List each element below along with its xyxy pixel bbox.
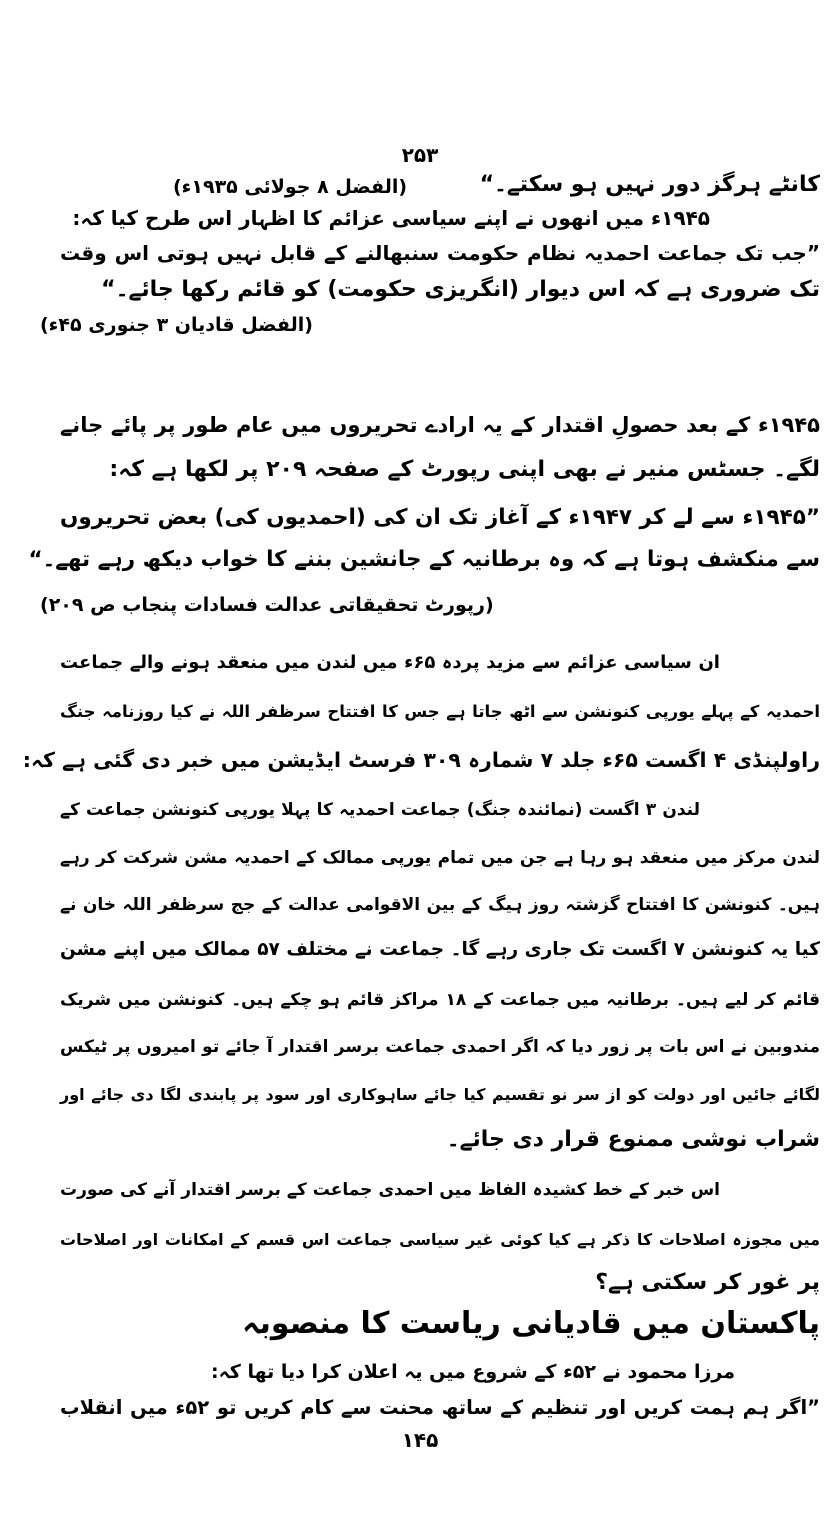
- paragraph-line: مرزا محمود نے ۵۲ء کے شروع میں یہ اعلان کرا دیا تھا کہ:: [211, 1361, 735, 1383]
- quote-line: ”اگر ہم ہمت کریں اور تنظیم کے ساتھ محنت سے کام کریں تو ۵۲ء میں انقلاب: [60, 1396, 820, 1419]
- news-line: لگائے جائیں اور دولت کو از سر نو تقسیم کیا جائے ساہوکاری اور سود پر پابندی لگا دی جائے اور: [60, 1085, 820, 1104]
- paragraph-line: ۱۹۴۵ء میں انھوں نے اپنے سیاسی عزائم کا اظہار اس طرح کیا کہ:: [72, 206, 710, 230]
- page-number-bottom: ۱۴۵: [401, 1428, 439, 1452]
- paragraph-line: پر غور کر سکتی ہے؟: [595, 1270, 820, 1295]
- news-line: کیا یہ کنونشن ۷ اگست تک جاری رہے گا۔ جماعت نے مختلف ۵۷ ممالک میں اپنے مشن: [60, 939, 820, 960]
- news-line: مندوبین نے اس بات پر زور دیا کہ اگر احمدی جماعت برسر اقتدار آ جائے تو امیروں پر ٹیکس: [60, 1037, 820, 1057]
- citation: (رپورٹ تحقیقاتی عدالت فسادات پنجاب ص ۲۰۹): [40, 594, 494, 616]
- news-line: قائم کر لیے ہیں۔ برطانیہ میں جماعت کے ۱۸ مراکز قائم ہو چکے ہیں۔ کنونشن میں شریک: [60, 990, 821, 1010]
- quote-line: ”جب تک جماعت احمدیہ نظام حکومت سنبھالنے کے قابل نہیں ہوتی اس وقت: [60, 241, 820, 265]
- paragraph-line: ان سیاسی عزائم سے مزید پردہ ۶۵ء میں لندن میں منعقد ہونے والے جماعت: [60, 652, 720, 673]
- news-line: لندن مرکز میں منعقد ہو رہا ہے جن میں تمام یورپی ممالک کے احمدیہ مشن شرکت کر رہے: [60, 848, 820, 868]
- paragraph-line: راولپنڈی ۴ اگست ۶۵ء جلد ۷ شمارہ ۳۰۹ فرسٹ ایڈیشن میں خبر دی گئی ہے کہ:: [22, 748, 820, 772]
- citation: (الفضل قادیان ۳ جنوری ۴۵ء): [40, 314, 313, 336]
- quote-line: سے منکشف ہوتا ہے کہ وہ برطانیہ کے جانشین بننے کا خواب دیکھ رہے تھے۔“: [28, 547, 820, 572]
- quote-end-line: کانٹے ہرگز دور نہیں ہو سکتے۔“: [479, 172, 820, 197]
- paragraph-line: لگے۔ جسٹس منیر نے بھی اپنی رپورٹ کے صفحہ ۲۰۹ پر لکھا ہے کہ:: [109, 457, 820, 482]
- news-line: لندن ۳ اگست (نمائندہ جنگ) جماعت احمدیہ کا پہلا یورپی کنونشن جماعت کے: [60, 800, 700, 820]
- news-line: ہیں۔ کنونشن کا افتتاح گزشتہ روز ہیگ کے بین الاقوامی عدالت کے جج سرظفر اللہ خان نے: [60, 895, 820, 915]
- paragraph-line: اس خبر کے خط کشیدہ الفاظ میں احمدی جماعت کے برسر اقتدار آنے کی صورت: [60, 1180, 720, 1200]
- paragraph-line: احمدیہ کے پہلے یورپی کنونشن سے اٹھ جاتا ہے جس کا افتتاح سرظفر اللہ نے کیا روزنامہ جنگ: [60, 702, 820, 721]
- quote-line: ”۱۹۴۵ء سے لے کر ۱۹۴۷ء کے آغاز تک ان کی (احمدیوں کی) بعض تحریروں: [60, 505, 820, 530]
- quote-line: تک ضروری ہے کہ اس دیوار (انگریزی حکومت) کو قائم رکھا جائے۔“: [101, 277, 820, 302]
- paragraph-line: ۱۹۴۵ء کے بعد حصولِ اقتدار کے یہ ارادے تحریروں میں عام طور پر پائے جانے: [60, 413, 820, 437]
- citation: (الفضل ۸ جولائی ۱۹۳۵ء): [172, 176, 408, 198]
- news-line: شراب نوشی ممنوع قرار دی جائے۔: [446, 1127, 820, 1152]
- page-number-top: ۲۵۳: [401, 143, 439, 167]
- section-heading: پاکستان میں قادیانی ریاست کا منصوبہ: [242, 1306, 820, 1341]
- paragraph-line: میں مجوزہ اصلاحات کا ذکر ہے کیا کوئی غیر سیاسی جماعت اس قسم کے امکانات اور اصلاحات: [60, 1230, 820, 1249]
